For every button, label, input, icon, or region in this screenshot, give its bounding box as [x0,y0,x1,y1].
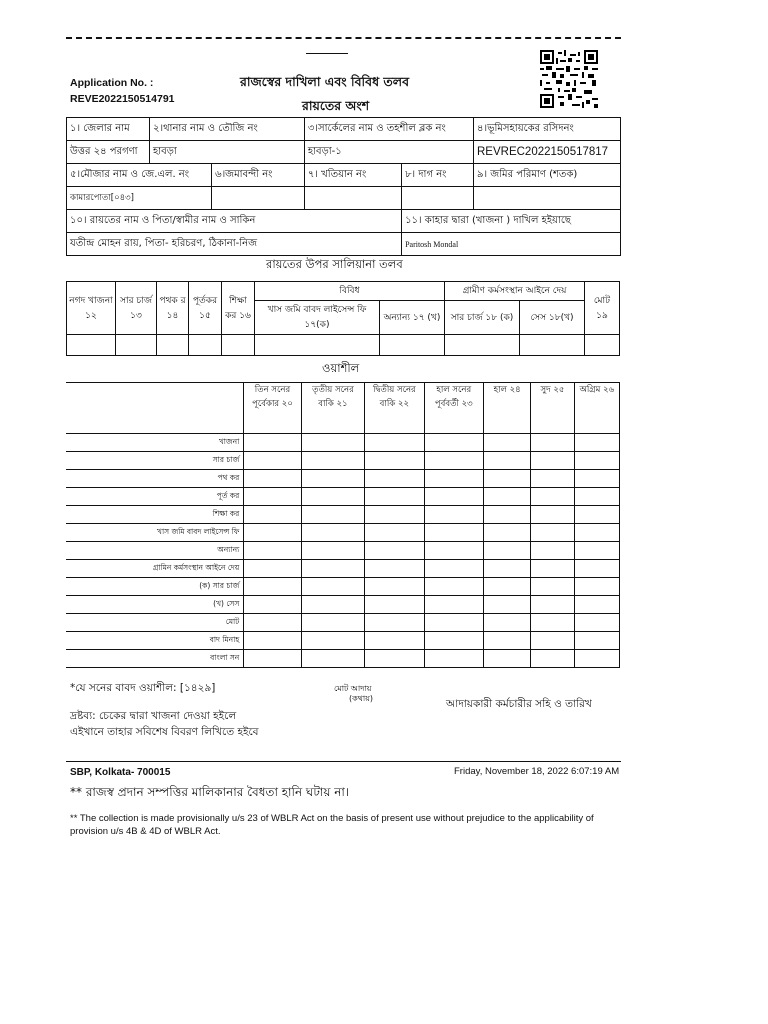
dag-header: ৮। দাগ নং [402,164,474,187]
table-cell [483,470,530,488]
table-cell [244,596,301,614]
mouza-value: কামারপোতা[০৪৩] [67,187,212,210]
table-cell [301,614,364,632]
table-cell [483,596,530,614]
collection-title: ওয়াশীল [322,361,360,375]
receipt-header: ৪।ভূমিসহায়কের রসিদনং [474,118,621,141]
table-cell [574,452,619,470]
table-cell [424,542,483,560]
qr-code-icon [540,50,598,108]
application-label: Application No. : [70,77,154,89]
land-area-value [474,187,621,210]
table-cell [531,614,574,632]
table-cell [531,650,574,668]
khatian-header: ৭। খতিয়ান নং [304,164,401,187]
year-line: *যে সনের বাবদ ওয়াশীল: [১৪২৯] [70,682,216,694]
road-cess-header: পথক র ১৪ [157,282,189,335]
district-value: উত্তর ২৪ পরগণা [67,141,150,164]
row-label: পূর্ত কর [66,488,244,506]
table-cell [244,434,301,452]
row-label: পথ কর [66,470,244,488]
surcharge-header: সার চার্জ ১৩ [116,282,157,335]
row-label: মোট [66,614,244,632]
table-cell [483,434,530,452]
annual-demand-title: রায়তের উপর সালিয়ানা তলব [266,257,403,271]
annual-demand-table [66,281,620,356]
rural-employment-header: গ্রামীণ কর্মসংস্থান আইনে দেয় [445,282,585,301]
row-label: (ক) সার চার্জ [66,578,244,596]
table-cell [574,632,619,650]
surcharge18-header: সার চার্জ ১৮ (ক) [445,300,520,334]
receipt-number: REVREC2022150517817 [474,141,621,164]
table-cell [244,452,301,470]
jamabandi-value [212,187,305,210]
table-cell [244,506,301,524]
table-cell [531,524,574,542]
table-cell [531,542,574,560]
divider [306,53,348,54]
table-cell [365,452,424,470]
raiyat-name-value: যতীন্দ্র মোহন রায়, পিতা- হরিচরণ, ঠিকানা-নিজ [67,233,402,256]
table-cell [244,632,301,650]
table-cell [574,578,619,596]
table-row [66,614,620,632]
table-cell [424,434,483,452]
table-row [66,632,620,650]
table-cell [424,632,483,650]
jamabandi-header: ৬।জমাবন্দী নং [212,164,305,187]
table-cell [483,578,530,596]
table-cell [365,596,424,614]
table-cell [424,578,483,596]
disclaimer-en: ** The collection is made provisionally u/s 23 of WBLR Act on the basis of present use without prejudice to the applicability of provision u/s 4B & 4D of WBLR Act. [70,813,594,837]
raiyat-name-header: ১০। রায়তের নাম ও পিতা/স্বামীর নাম ও সাকিন [67,210,402,233]
table-cell [365,650,424,668]
depositor-value: Paritosh Mondal [402,233,621,256]
education-cess-header: শিক্ষা কর ১৬ [222,282,255,335]
table-cell [531,596,574,614]
table-cell [244,650,301,668]
table-cell [483,452,530,470]
table-cell [365,614,424,632]
table-cell [365,470,424,488]
table-cell [301,596,364,614]
misc-header: বিবিধ [255,282,445,301]
table-cell [365,542,424,560]
row-label: শিক্ষা কর [66,506,244,524]
table-cell [483,560,530,578]
table-cell [574,434,619,452]
table-cell [365,632,424,650]
table-cell [301,578,364,596]
table-cell [531,506,574,524]
timestamp: Friday, November 18, 2022 6:07:19 AM [454,766,620,777]
table-row [66,506,620,524]
table-cell [301,650,364,668]
table-cell [424,596,483,614]
table-cell [365,506,424,524]
table-cell [301,452,364,470]
row-label: খাস জমি বাবদ লাইসেন্স ফি [66,524,244,542]
col-third-year: তৃতীয় সনের বাকি ২১ [301,383,364,434]
mouza-header: ৫।মৌজার নাম ও জে.এল. নং [67,164,212,187]
circle-header: ৩।সার্কেলের নাম ও তহশীল ব্লক নং [304,118,473,141]
table-cell [424,506,483,524]
table-cell [365,434,424,452]
land-area-header: ৯। জমির পরিমাণ (শতক) [474,164,621,187]
table-cell [244,524,301,542]
table-cell [244,488,301,506]
table-cell [574,614,619,632]
khatian-value [304,187,401,210]
table-cell [301,542,364,560]
police-station-value: হাবড়া [150,141,305,164]
table-cell [365,488,424,506]
table-cell [244,560,301,578]
document-title: রাজস্বের দাখিলা এবং বিবিধ তলব [240,74,410,89]
table-cell [424,560,483,578]
table-cell [574,488,619,506]
circle-value: হাবড়া-১ [304,141,473,164]
table-cell [531,470,574,488]
cash-rent-header: নগদ খাজনা ১২ [67,282,116,335]
table-row [66,578,620,596]
table-cell [483,524,530,542]
table-row [66,524,620,542]
table-cell [483,506,530,524]
table-cell [424,452,483,470]
table-cell [301,470,364,488]
row-label: সার চার্জ [66,452,244,470]
table-cell [301,524,364,542]
table-cell [483,488,530,506]
table-cell [244,470,301,488]
others-header: অন্যান্য ১৭ (খ) [380,300,445,334]
table-cell [301,434,364,452]
table-cell [574,560,619,578]
table-cell [244,542,301,560]
col-interest: সুদ ২৫ [531,383,574,434]
application-number: REVE2022150514791 [70,93,175,105]
table-cell [424,614,483,632]
depositor-header: ১১। কাহার দ্বারা (খাজনা ) দাখিল হইয়াছে [402,210,621,233]
table-cell [531,632,574,650]
total-header: মোট ১৯ [585,282,620,335]
dag-value [402,187,474,210]
table-cell [574,470,619,488]
table-cell [531,452,574,470]
table-cell [244,578,301,596]
table-cell [244,614,301,632]
col-advance: অগ্রিম ২৬ [574,383,619,434]
table-cell [365,560,424,578]
table-cell [531,578,574,596]
table-row [66,470,620,488]
land-details-table [66,117,621,256]
col-current: হাল ২৪ [483,383,530,434]
table-row [66,488,620,506]
table-row [66,650,620,668]
table-cell [424,650,483,668]
table-cell [365,524,424,542]
col-older: তিন সনের পূর্বেকার ২০ [244,383,301,434]
table-row [66,560,620,578]
table-cell [424,470,483,488]
collection-table [66,382,620,668]
row-label: খাজনা [66,434,244,452]
police-station-header: ২।থানার নাম ও তৌজি নং [150,118,305,141]
footer-divider [66,761,621,762]
table-cell [574,542,619,560]
row-label: (খ) সেস [66,596,244,614]
disclaimer-bn: ** রাজস্ব প্রদান সম্পত্তির মালিকানার বৈধতা হানি ঘটায় না। [70,785,350,799]
public-works-header: পূর্তকর ১৫ [189,282,222,335]
table-cell [301,560,364,578]
table-row [66,434,620,452]
cess18-header: সেস ১৮(খ) [520,300,585,334]
table-row [66,452,620,470]
table-cell [424,488,483,506]
table-cell [574,596,619,614]
table-cell [483,632,530,650]
table-cell [301,632,364,650]
table-cell [301,488,364,506]
row-label: বাদ মিনাহ [66,632,244,650]
table-cell [483,542,530,560]
table-row [66,542,620,560]
table-cell [483,650,530,668]
document-subtitle: রায়তের অংশ [302,98,370,113]
table-cell [574,506,619,524]
khas-license-header: খাস জমি বাবদ লাইসেন্স ফি ১৭(ক) [255,300,380,334]
table-cell [531,488,574,506]
row-label: অন্যান্য [66,542,244,560]
sbp-address: SBP, Kolkata- 700015 [70,767,171,778]
table-cell [424,524,483,542]
table-cell [531,434,574,452]
in-words-label: (কথায়) [349,694,374,703]
top-dashed-line [66,37,621,39]
table-cell [365,578,424,596]
total-paid-label: মোট আদায় [334,684,372,693]
table-cell [574,650,619,668]
district-header: ১। জেলার নাম [67,118,150,141]
table-row [66,596,620,614]
table-cell [531,560,574,578]
col-prev-year: হাল সনের পূর্ববর্তী ২৩ [424,383,483,434]
col-second-year: দ্বিতীয় সনের বাকি ২২ [365,383,424,434]
cheque-note: দ্রষ্টব্য: চেকের দ্বারা খাজনা দেওয়া হইলে এইখানে তাহার সবিশেষ বিবরণ লিখিতে হইবে [70,710,259,738]
row-label: গ্রামিন কর্মসংস্থান আইনে দেয় [66,560,244,578]
table-cell [483,614,530,632]
signature-label: আদায়কারী কর্মচারীর সহি ও তারিখ [446,698,592,710]
table-cell [301,506,364,524]
table-cell [574,524,619,542]
row-label: বাংলা সন [66,650,244,668]
